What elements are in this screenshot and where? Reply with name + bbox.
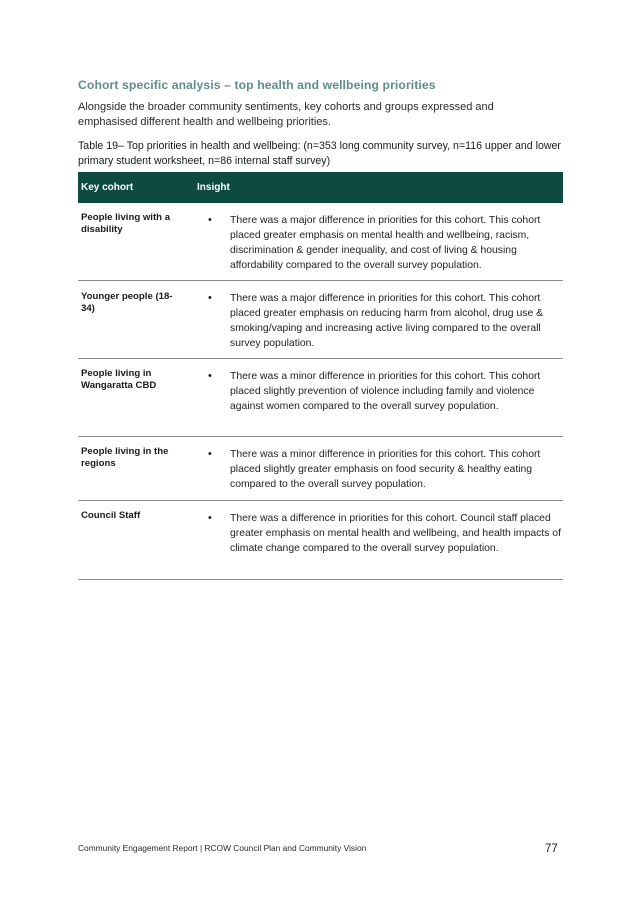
cohort-table <box>78 172 563 580</box>
insight-text: There was a minor difference in priorities for this cohort. This cohort placed slightly prevention of violence including family and violence against women compared to the overall survey population. <box>230 371 541 412</box>
insight-cell <box>194 446 563 500</box>
page-number: 77 <box>545 843 558 855</box>
insight-cell <box>194 368 563 436</box>
insight-cell <box>194 510 563 579</box>
insight-text: There was a minor difference in priorities for this cohort. This cohort placed slightly greater emphasis on food security & healthy eating compared to the overall survey population. <box>230 449 541 490</box>
insight-cell <box>194 291 563 358</box>
bullet-icon: • <box>208 214 212 226</box>
footer-text: Community Engagement Report | RCOW Council Plan and Community Vision <box>78 843 367 853</box>
intro-paragraph: Alongside the broader community sentiments, key cohorts and groups expressed and emphasised different health and wellbeing priorities. <box>78 101 494 128</box>
insight-text: There was a difference in priorities for this cohort. Council staff placed greater emphasis on mental health and wellbeing, and health impacts of climate change compared to the overall survey population. <box>230 513 561 554</box>
header-key-cohort: Key cohort <box>81 182 134 193</box>
table-caption: Table 19– Top priorities in health and wellbeing: (n=353 long community survey, n=116 upper and lower primary student worksheet, n=86 internal staff survey) <box>78 140 561 167</box>
table-header <box>78 172 563 203</box>
cohort-cell: People living in Wangaratta CBD <box>81 368 157 391</box>
insight-cell <box>194 212 563 280</box>
bullet-icon: • <box>208 292 212 304</box>
cohort-cell: People living in the regions <box>81 446 169 469</box>
header-insight: Insight <box>197 182 230 193</box>
table-row <box>78 437 563 501</box>
section-heading: Cohort specific analysis – top health and wellbeing priorities <box>78 78 436 92</box>
cohort-cell: Younger people (18-34) <box>81 291 173 314</box>
table-row <box>78 501 563 580</box>
table-row <box>78 281 563 359</box>
table-row <box>78 203 563 281</box>
insight-text: There was a major difference in priorities for this cohort. This cohort placed greater emphasis on mental health and wellbeing, racism, discrimination & gender inequality, and cost of living & housing affordability compared to the overall survey population. <box>230 215 541 271</box>
bullet-icon: • <box>208 370 212 382</box>
bullet-icon: • <box>208 512 212 524</box>
insight-text: There was a major difference in priorities for this cohort. This cohort placed greater emphasis on reducing harm from alcohol, drug use & smoking/vaping and increasing active living compared to the overall survey population. <box>230 293 544 349</box>
cohort-cell: Council Staff <box>81 510 141 521</box>
bullet-icon: • <box>208 448 212 460</box>
cohort-cell: People living with a disability <box>81 212 171 235</box>
table-row <box>78 359 563 437</box>
